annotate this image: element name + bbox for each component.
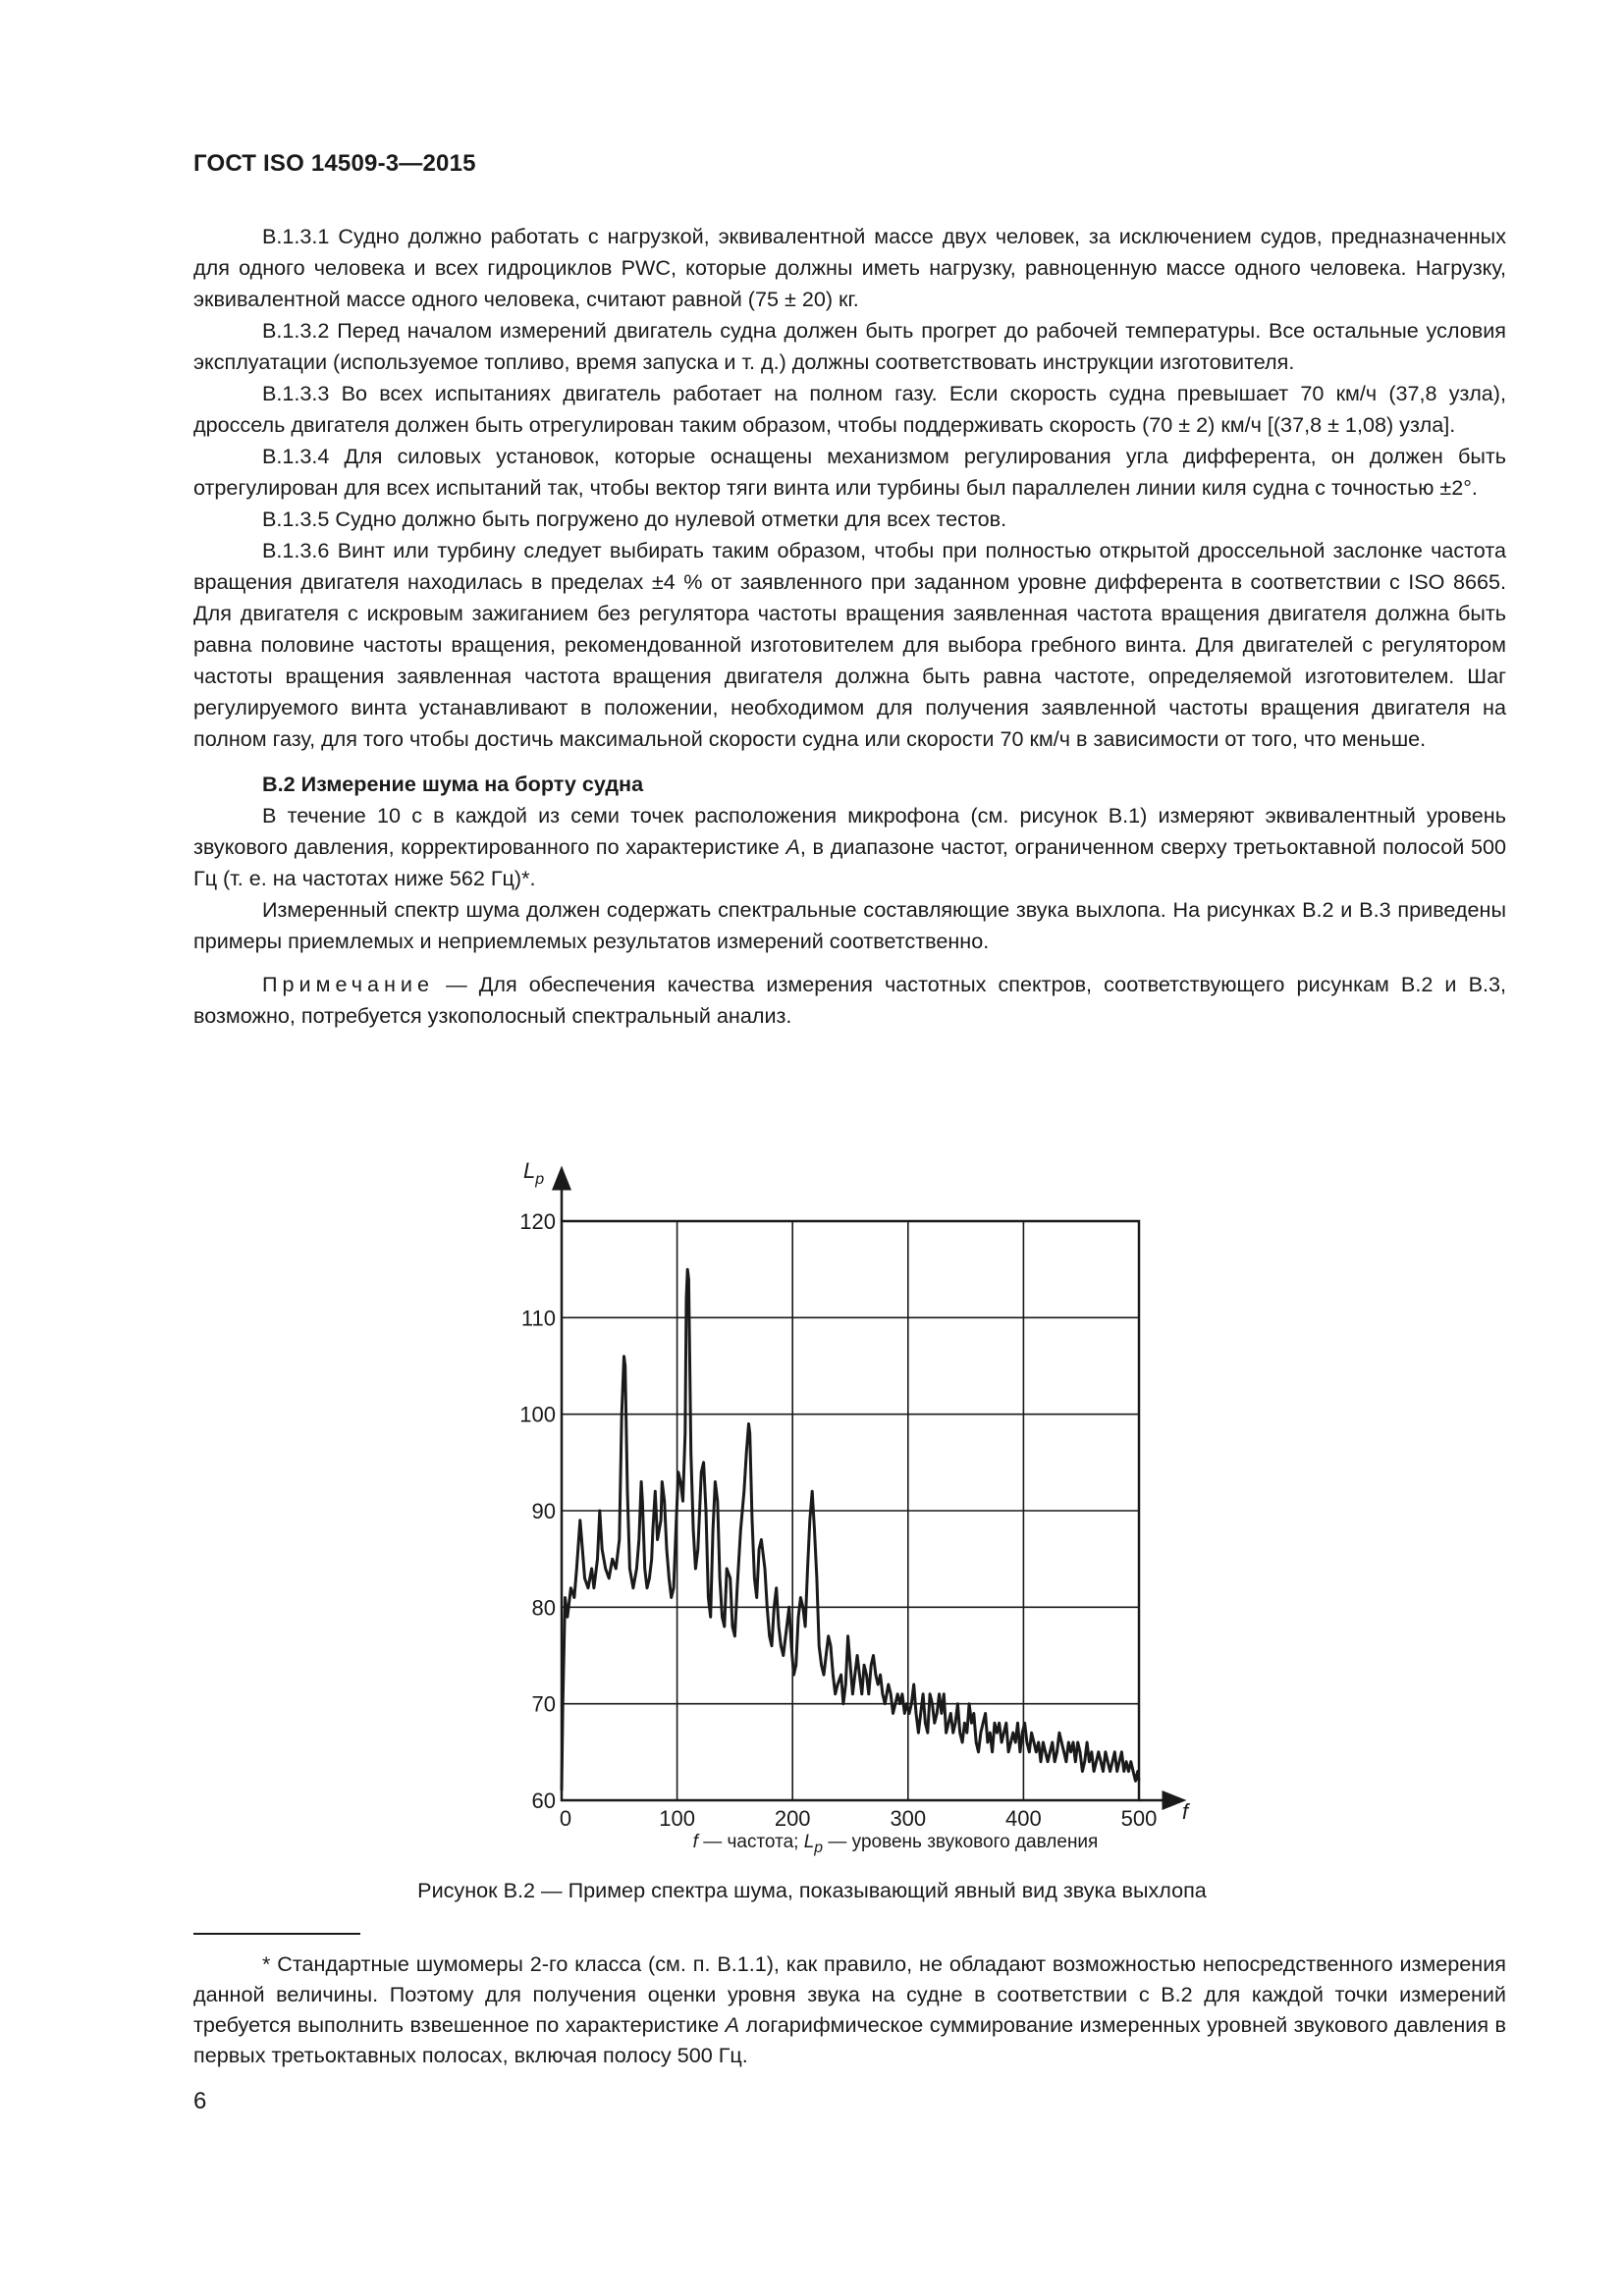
spectrum-chart	[0, 1139, 1624, 1845]
footnote-italic: A	[725, 2012, 740, 2037]
document-body	[193, 221, 1506, 1032]
paragraph-b2-text-b: , в диапазоне частот, ограниченном сверху третьоктавной полосой 500 Гц (т. е. на частотах ниже 562 Гц)*.	[193, 834, 1506, 890]
footnote-text-a: * Стандартные шумомеры 2-го класса (см. п. В.1.1), как правило, не обладают возможностью непосредственного измерения данной величины. Поэтому для получения оценки уровня звука на судне в соответствии с В.2 для каждой точки измерений требуется выполнить взвешенное по характеристике	[193, 1951, 1506, 2037]
legend-L: L	[803, 1832, 815, 1852]
x-axis-label: f	[1182, 1799, 1189, 1824]
figure-b2	[0, 1139, 1624, 1885]
x-tick-label: 500	[1120, 1806, 1158, 1831]
paragraph-b136: В.1.3.6 Винт или турбину следует выбирать таким образом, чтобы при полностью открытой дроссельной заслонке частота вращения двигателя находилась в пределах ±4 % от заявленного при заданном уровне дифферента в соответствии с ISO 8665. Для двигателя с искровым зажиганием без регулятора частоты вращения заявленная частота вращения двигателя должна быть равна половине частоты вращения, рекомендованной изготовителем для выбора гребного винта. Для двигателей с регулятором частоты вращения заявленная частота вращения двигателя должна быть равна частоте, определяемой изготовителем. Шаг регулируемого винта устанавливают в положении, необходимом для получения заявленной частоты вращения двигателя на полном газу, для того чтобы достичь максимальной скорости судна или скорости 70 км/ч в зависимости от того, что меньше.	[193, 538, 1506, 751]
x-tick-label: 300	[890, 1806, 927, 1831]
figure-caption: Рисунок В.2 — Пример спектра шума, показывающий явный вид звука выхлопа	[417, 1878, 1207, 1902]
y-tick-label: 100	[519, 1402, 556, 1427]
paragraph-b2-spectrum: Измеренный спектр шума должен содержать спектральные составляющие звука выхлопа. На рисунках В.2 и В.3 приведены примеры приемлемых и неприемлемых результатов измерений соответственно.	[193, 897, 1506, 953]
y-tick-label: 120	[519, 1209, 556, 1234]
y-axis-label-main: L	[523, 1158, 536, 1183]
figure-legend	[0, 1832, 1624, 1857]
footnote	[193, 1949, 1506, 2070]
note-text: — Для обеспечения качества измерения частотных спектров, соответствующего рисункам В.2 и В.3, возможно, потребуется узкополосный спектральный анализ.	[193, 972, 1506, 1028]
paragraph-b2-text-a: В течение 10 с в каждой из семи точек расположения микрофона (см. рисунок В.1) измеряют эквивалентный уровень звукового давления, корректированного по характеристике	[193, 803, 1506, 859]
y-tick-label: 70	[531, 1691, 556, 1717]
footnote-divider	[193, 1933, 360, 1935]
y-tick-label: 60	[531, 1789, 556, 1813]
legend-f: f	[692, 1832, 698, 1852]
paragraph-b132: В.1.3.2 Перед началом измерений двигатель судна должен быть прогрет до рабочей температуры. Все остальные условия эксплуатации (используемое топливо, время запуска и т. д.) должны соответствовать инструкции изготовителя.	[193, 318, 1506, 374]
note-label: Примечание	[262, 972, 434, 996]
y-tick-label: 90	[531, 1499, 556, 1523]
paragraph-b2-measurement	[193, 800, 1506, 894]
paragraph-b134: В.1.3.4 Для силовых установок, которые оснащены механизмом регулирования угла дифферента, он должен быть отрегулирован для всех испытаний так, чтобы вектор тяги винта или турбины был параллелен линии киля судна с точностью ±2°.	[193, 444, 1506, 500]
page-number: 6	[193, 2088, 207, 2114]
legend-end: — уровень звукового давления	[823, 1832, 1099, 1852]
x-tick-label: 0	[559, 1806, 572, 1831]
x-tick-label: 200	[774, 1806, 811, 1831]
legend-mid: — частота;	[697, 1832, 804, 1852]
section-heading-b2: В.2 Измерение шума на борту судна	[262, 772, 644, 796]
note-paragraph	[193, 969, 1506, 1032]
spectrum-line	[562, 1269, 1139, 1790]
y-tick-label: 110	[520, 1306, 556, 1331]
paragraph-b2-italic: A	[785, 834, 800, 859]
paragraph-b131: В.1.3.1 Судно должно работать с нагрузкой, эквивалентной массе двух человек, за исключением судов, предназначенных для одного человека и всех гидроциклов PWC, которые должны иметь нагрузку, равноценную массе одного человека. Нагрузку, эквивалентной массе одного человека, считают равной (75 ± 20) кг.	[193, 224, 1506, 311]
y-axis-label-sub: p	[535, 1171, 545, 1188]
paragraph-b135: В.1.3.5 Судно должно быть погружено до нулевой отметки для всех тестов.	[262, 507, 1007, 531]
legend-p: p	[814, 1839, 824, 1856]
x-tick-label: 100	[659, 1806, 695, 1831]
footnote-text-b: логарифмическое суммирование измеренных уровней звукового давления в первых третьоктавных полосах, включая полосу 500 Гц.	[193, 2012, 1506, 2067]
y-axis-label	[523, 1158, 544, 1188]
x-tick-label: 400	[1005, 1806, 1042, 1831]
paragraph-b133: В.1.3.3 Во всех испытаниях двигатель работает на полном газу. Если скорость судна превышает 70 км/ч (37,8 узла), дроссель двигателя должен быть отрегулирован таким образом, чтобы поддерживать скорость (70 ± 2) км/ч [(37,8 ± 1,08) узла].	[193, 381, 1506, 437]
y-tick-label: 80	[531, 1595, 556, 1621]
page-header: ГОСТ ISO 14509-3—2015	[193, 150, 476, 177]
